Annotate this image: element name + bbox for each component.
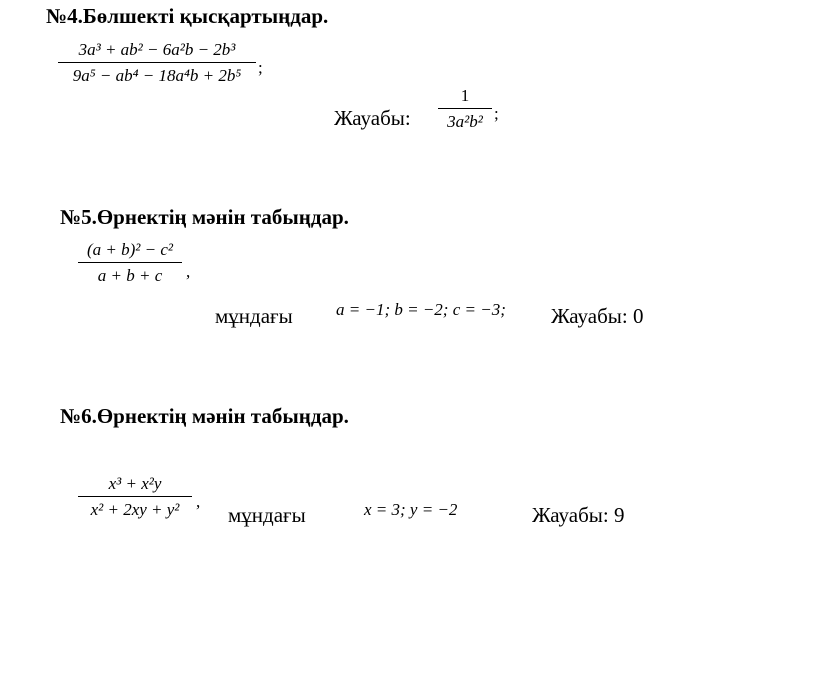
fraction-bar [78, 262, 182, 263]
task4-answer-numerator: 1 [460, 86, 470, 105]
task6-denominator: x² + 2xy + y² [90, 500, 180, 519]
task5-answer: Жауабы: 0 [551, 304, 644, 328]
task6-fraction [78, 474, 192, 520]
task4-denominator: 9a⁵ − ab⁴ − 18a⁴b + 2b⁵ [72, 66, 242, 85]
task5-denominator: a + b + c [97, 266, 163, 285]
fraction-bar [78, 496, 192, 497]
task6-heading: №6.Өрнектің мәнін табыңдар. [60, 404, 349, 428]
task4-separator: ; [258, 58, 263, 77]
task4-heading: №4.Бөлшекті қысқартыңдар. [46, 4, 329, 28]
fraction-bar [438, 108, 492, 109]
task6-condition: x = 3; y = −2 [364, 500, 458, 519]
task4-numerator: 3a³ + ab² − 6a²b − 2b³ [78, 40, 236, 59]
task4-answer-fraction [438, 86, 492, 132]
task5-where-label: мұндағы [215, 304, 293, 328]
task4-answer-label: Жауабы: [334, 106, 411, 130]
task4-answer-denominator: 3a²b² [447, 112, 483, 131]
task6-numerator: x³ + x²y [108, 474, 162, 493]
task6-separator: , [196, 492, 201, 511]
task5-numerator: (a + b)² − c² [86, 240, 173, 259]
task5-condition: a = −1; b = −2; c = −3; [336, 300, 506, 319]
task5-fraction [78, 240, 182, 286]
task6-answer: Жауабы: 9 [532, 503, 625, 527]
task4-answer-separator: ; [494, 104, 499, 123]
fraction-bar [58, 62, 256, 63]
task5-separator: , [186, 262, 191, 281]
task6-where-label: мұндағы [228, 503, 306, 527]
task4-fraction [58, 40, 256, 86]
task5-heading: №5.Өрнектің мәнін табыңдар. [60, 205, 349, 229]
